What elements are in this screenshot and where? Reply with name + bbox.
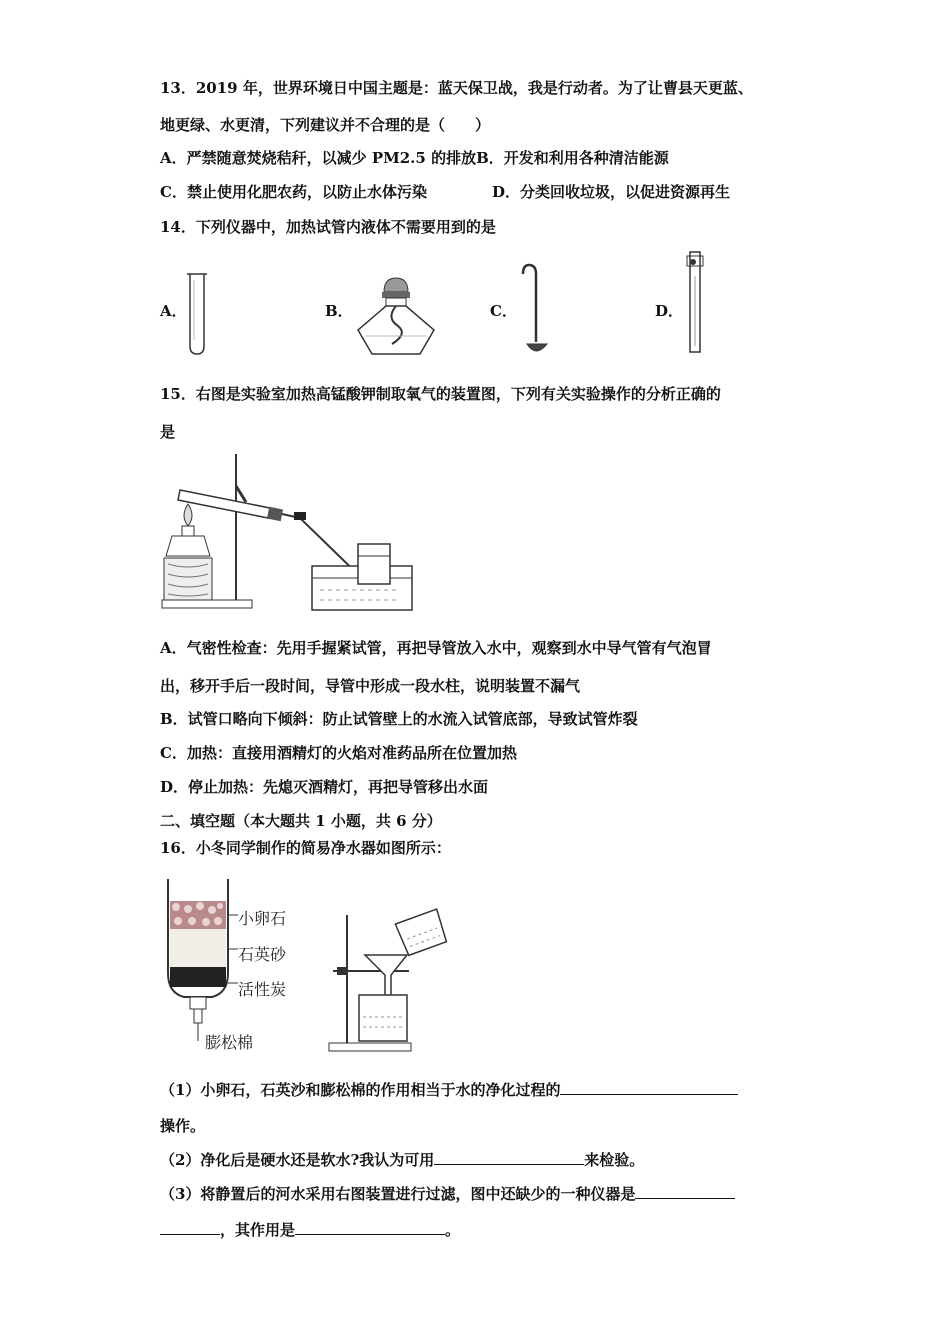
label-pebbles: 小卵石 [238,909,287,928]
oxygen-apparatus-figure [160,450,420,615]
filtration-apparatus-figure [325,905,450,1055]
water-purifier-figure [160,875,240,1055]
q16-answer-blank-3[interactable] [635,1184,735,1199]
q15-option-a-line1: A．气密性检查：先用手握紧试管，再把导管放入水中，观察到水中导气管有气泡冒 [160,639,712,657]
q14-label-c: C． [490,302,517,320]
q16-part1-line2: 操作。 [160,1117,206,1135]
q13-option-c: C．禁止使用化肥农药，以防止水体污染 [160,183,427,201]
q14-stem: 14．下列仪器中，加热试管内液体不需要用到的是 [160,218,496,236]
q13-stem-line2: 地更绿、水更清，下列建议并不合理的是（ ） [160,116,491,134]
q16-part3-end: 。 [445,1221,461,1239]
q16-answer-blank-3-cont[interactable] [160,1220,220,1235]
q16-part1-line1 [160,1080,738,1100]
q16-stem: 16．小冬同学制作的简易净水器如图所示： [160,839,451,857]
q13-option-ab: A．严禁随意焚烧秸秆，以减少 PM2.5 的排放B．开发和利用各种清洁能源 [160,149,669,167]
alcohol-lamp-figure [352,272,440,358]
q13-stem-line1: 13．2019 年，世界环境日中国主题是：蓝天保卫战，我是行动者。为了让曹县天更蓝、 [160,79,753,97]
q14-label-b: B． [325,302,353,320]
label-cotton: 膨松棉 [205,1033,254,1052]
q15-stem-line2: 是 [160,423,176,441]
section-2-title: 二、填空题（本大题共 1 小题，共 6 分） [160,812,442,830]
q16-answer-blank-2[interactable] [434,1150,584,1165]
q16-part1-text: （1）小卵石，石英沙和膨松棉的作用相当于水的净化过程的 [160,1081,561,1099]
q15-option-b: B．试管口略向下倾斜：防止试管壁上的水流入试管底部，导致试管炸裂 [160,710,638,728]
q14-label-a: A． [160,302,187,320]
combustion-spoon-figure [515,262,560,358]
q15-option-d: D．停止加热：先熄灭酒精灯，再把导管移出水面 [160,778,489,796]
q15-stem-line1: 15．右图是实验室加热高锰酸钾制取氧气的装置图，下列有关实验操作的分析正确的 [160,385,721,403]
test-tube-figure [185,270,215,358]
q16-answer-blank-4[interactable] [295,1220,445,1235]
q14-label-d: D． [655,302,684,320]
label-quartz-sand: 石英砂 [238,945,287,964]
q16-part2-suffix: 来检验。 [584,1151,645,1169]
q16-part3-text: （3）将静置后的河水采用右图装置进行过滤，图中还缺少的一种仪器是 [160,1185,636,1203]
q16-part3-mid: ，其作用是 [220,1221,296,1239]
q16-part3-line1 [160,1184,735,1204]
test-tube-holder-figure [680,246,714,358]
q16-answer-blank-1[interactable] [560,1080,738,1095]
q16-part3-line2 [160,1220,460,1240]
q15-option-c: C．加热：直接用酒精灯的火焰对准药品所在位置加热 [160,744,517,762]
q13-option-d: D．分类回收垃圾，以促进资源再生 [492,183,731,201]
q16-part2-text: （2）净化后是硬水还是软水?我认为可用 [160,1151,435,1169]
label-activated-carbon: 活性炭 [238,980,287,999]
q15-option-a-line2: 出，移开手后一段时间，导管中形成一段水柱，说明装置不漏气 [160,677,581,695]
q16-part2 [160,1150,644,1170]
